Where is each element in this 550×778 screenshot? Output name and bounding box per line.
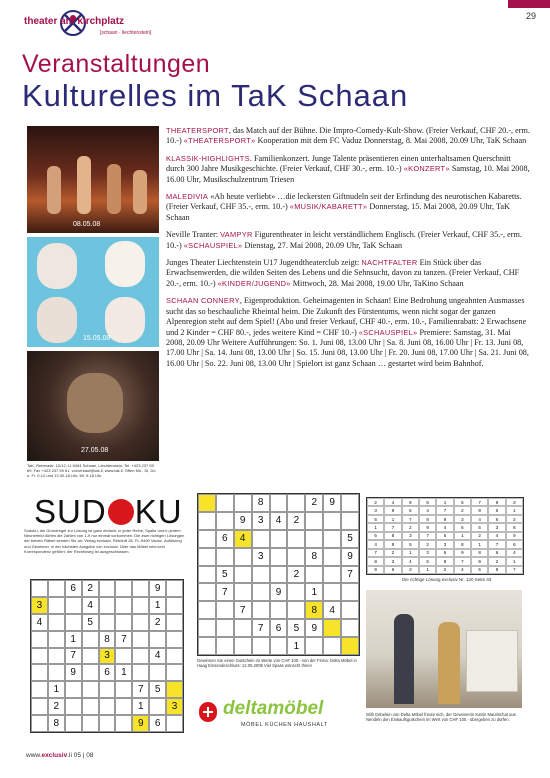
solution-cell: 9: [436, 515, 453, 523]
sudoku2-cell: 4: [323, 601, 341, 619]
sudoku1-cell: 7: [65, 648, 82, 665]
delta-brand: deltamöbel: [223, 698, 324, 719]
sudoku2-cell: [198, 619, 216, 637]
solution-cell: 7: [436, 506, 453, 514]
sudoku1-cell: [166, 648, 183, 665]
sudoku1-cell: [166, 597, 183, 614]
sudoku2-cell: [323, 548, 341, 566]
sudoku2-cell: [198, 548, 216, 566]
solution-cell: 8: [506, 523, 523, 531]
solution-cell: 7: [454, 557, 471, 565]
sudoku1-cell: 6: [99, 664, 116, 681]
sudoku1-cell: [82, 681, 99, 698]
sudoku2-cell: 5: [287, 619, 305, 637]
sudoku1-cell: [132, 614, 149, 631]
solution-cell: 9: [506, 532, 523, 540]
solution-cell: 2: [367, 498, 384, 506]
sudoku1-cell: [31, 631, 48, 648]
sudoku2-cell: [270, 494, 288, 512]
solution-cell: 1: [367, 523, 384, 531]
sudoku1-cell: [82, 698, 99, 715]
solution-cell: 9: [454, 549, 471, 557]
sudoku2-cell: [234, 637, 252, 655]
sudoku2-cell: [252, 637, 270, 655]
sudoku2-cell: [341, 494, 359, 512]
solution-cell: 9: [367, 566, 384, 574]
solution-cell: 8: [471, 549, 488, 557]
solution-cell: 4: [471, 515, 488, 523]
sudoku2-cell: 7: [341, 566, 359, 584]
solution-cell: 7: [367, 549, 384, 557]
sudoku1-cell: [166, 664, 183, 681]
solution-cell: 7: [419, 532, 436, 540]
sudoku2-cell: 2: [305, 494, 323, 512]
sudoku1-cell: [166, 614, 183, 631]
sudoku2-cell: [216, 601, 234, 619]
sudoku1-cell: 3: [99, 648, 116, 665]
solution-cell: 9: [471, 557, 488, 565]
sudoku2-cell: [252, 530, 270, 548]
sudoku1-cell: [149, 631, 166, 648]
sudoku2-cell: 7: [216, 583, 234, 601]
sudoku1-cell: 1: [115, 664, 132, 681]
solution-cell: 7: [488, 540, 505, 548]
theatersport-photo: [27, 126, 159, 233]
sudoku1-cell: [48, 597, 65, 614]
sudoku2-cell: [287, 494, 305, 512]
solution-cell: 5: [471, 523, 488, 531]
event-klassik: KLASSIK-HIGHLIGHTS. Familienkonzert. Junge Talente präsentieren einen unterhaltsamen Querschnitt durch 300 Jahre Musikgeschichte. (Freier Verkauf, CHF 30.-, erm. 10.-) «KONZERT» Samstag, 10. Mai 2008, 16.00 Uhr, Musikschulzentrum Triesen: [166, 153, 530, 184]
sudoku2-cell: [270, 548, 288, 566]
solution-cell: 3: [402, 532, 419, 540]
solution-cell: 5: [436, 532, 453, 540]
event-theatersport: THEATERSPORT, das Match auf der Bühne. Die Impro-Comedy-Kult-Show. (Freier Verkauf, CHF 20.-, erm. 10.-) «THEATERSPORT» Kooperation mit dem FC Vaduz Donnerstag, 8. Mai 2008, 20.09 Uhr, TaK Schaan: [166, 126, 530, 146]
solution-cell: 2: [488, 557, 505, 565]
sudoku2-cell: [252, 566, 270, 584]
sudoku2-cell: 7: [252, 619, 270, 637]
solution-cell: 3: [506, 498, 523, 506]
solution-cell: 2: [454, 506, 471, 514]
sudoku2-cell: [270, 637, 288, 655]
photo2-date: 15.05.08: [83, 335, 111, 342]
sudoku1-cell: [166, 631, 183, 648]
sudoku2-cell: [198, 583, 216, 601]
photo1-date: 08.05.08: [73, 221, 101, 228]
solution-cell: 8: [384, 532, 401, 540]
sudoku2-cell: [234, 566, 252, 584]
sudoku1-cell: [99, 614, 116, 631]
solution-cell: 1: [402, 549, 419, 557]
sudoku2-cell: [323, 583, 341, 601]
logo-sub: [schaan · liechtenstein]: [100, 30, 152, 36]
solution-cell: 3: [419, 549, 436, 557]
sudoku2-cell: 9: [323, 494, 341, 512]
event-schaan-connery: SCHAAN CONNERY, Eigenproduktion. Geheimagenten in Schaan! Eine Bedrohung ungeahnten Ausmasses sucht das so beschauliche Rheintal heim. Die Zukunft des Fürstentums, wenn nicht sogar der ganzen Alpenregion steht auf dem Spiel! (Abo und freier Verkauf, CHF 40.-, erm. 10.-, Familienrabatt: 2 Erwachsene und 2 Kinder = CHF 80.-, jedes weitere Kind = CHF 10.-) «SCHAUSPIEL» Premiere: Samstag, 31. Mai 2008, 20.09 Uhr Weitere Aufführungen: So. 1. Juni 08, 13.00 Uhr | Sa. 8. Juni 08, 16.00 Uhr | Fr. 13. Juni 08, 17.00 Uhr | Sa. 14. Juni 08, 13.00 Uhr | So. 15. Juni 08, 13.00 Uhr | Fr. 20. Juni 08, 17.00 Uhr | Sa. 21. Juni 08, 16.00 Uhr | So. 22. Juni 08, 13.00 Uhr | Spielort ist ganz Schaan … gestartet wird beim Bahnhof.: [166, 296, 529, 368]
delta-tagline: MÖBEL KÜCHEN HAUSHALT: [241, 722, 328, 728]
event-maledivia: MALEDIVIA «Ab heute verliebt» …die leckersten Giftnudeln seit der Erfindung des neurotischen Kabaretts. (Freier Verkauf, CHF 35.-, erm. 10.-) «MUSIK/KABARETT» Donnerstag, 15. Mai 2008, 20.09 Uhr, TaK Schaan: [166, 192, 522, 222]
sudoku2-cell: [234, 548, 252, 566]
sudoku1-cell: [31, 698, 48, 715]
solution-cell: 1: [384, 515, 401, 523]
solution-cell: 7: [506, 566, 523, 574]
solution-cell: 5: [419, 557, 436, 565]
sudoku1-cell: 6: [149, 715, 166, 732]
sudoku1-cell: [82, 648, 99, 665]
solution-cell: 2: [471, 532, 488, 540]
event-nachtfalter: Junges Theater Liechtenstein U17 Jugendtheaterclub zeigt: NACHTFALTER Ein Stück über das Erwachsenwerden, die wilden Seiten des Lebens und die Sehnsucht, davon zu tanzen. (Freier Verkauf, CHF 20.-, erm. 10.-) «KINDER/JUGEND» Mittwoch, 28. Mai 2008, 19.00 Uhr, TaKino Schaan: [166, 258, 520, 288]
sudoku2-cell: 1: [305, 583, 323, 601]
sudoku2-cell: [323, 566, 341, 584]
sudoku1-cell: 5: [149, 681, 166, 698]
sudoku1-cell: 3: [166, 698, 183, 715]
solution-cell: 3: [367, 506, 384, 514]
solution-cell: 2: [384, 549, 401, 557]
theater-logo: [24, 8, 164, 42]
sudoku2-cell: [323, 530, 341, 548]
sudoku1-cell: [31, 681, 48, 698]
solution-cell: 7: [384, 523, 401, 531]
solution-cell: 8: [367, 557, 384, 565]
sudoku1-cell: [132, 580, 149, 597]
sudoku2-cell: [287, 601, 305, 619]
sudoku1-cell: 1: [132, 698, 149, 715]
sudoku2-cell: [305, 566, 323, 584]
sudoku-red-dot: [108, 499, 134, 525]
sudoku1-cell: [65, 614, 82, 631]
sudoku2-cell: [341, 583, 359, 601]
sudoku2-cell: 8: [305, 548, 323, 566]
delta-moebel-logo: [197, 698, 357, 732]
photo3-date: 27.05.08: [81, 447, 109, 454]
sudoku2-cell: 4: [270, 512, 288, 530]
sudoku1-cell: 6: [65, 580, 82, 597]
sudoku1-cell: [115, 614, 132, 631]
event-vampyr: Neville Tranter: VAMPYR Figurentheater in leicht verständlichem Englisch. (Freier Verkauf, CHF 35.-, erm. 10.-) «SCHAUSPIEL» Dienstag, 27. Mai 2008, 20.09 Uhr, TaK Schaan: [166, 230, 522, 250]
solution-cell: 7: [402, 515, 419, 523]
solution-cell: 8: [488, 566, 505, 574]
sudoku1-cell: 4: [31, 614, 48, 631]
solution-caption: Die richtige Lösung exclusiv Nr. 120 Seite 33: [402, 577, 492, 582]
sudoku1-cell: [132, 631, 149, 648]
sudoku2-cell: [305, 637, 323, 655]
sudoku2-cell: [341, 619, 359, 637]
sudoku1-cell: [132, 597, 149, 614]
sudoku2-cell: 8: [252, 494, 270, 512]
sudoku1-cell: [31, 715, 48, 732]
solution-cell: 1: [454, 532, 471, 540]
sudoku1-cell: [115, 597, 132, 614]
solution-cell: 4: [488, 532, 505, 540]
sudoku1-cell: [31, 580, 48, 597]
sudoku2-cell: [323, 512, 341, 530]
event-list: [166, 126, 531, 376]
sudoku1-cell: 9: [65, 664, 82, 681]
sudoku1-cell: 9: [149, 580, 166, 597]
logo-name: theater am kirchplatz: [24, 16, 125, 27]
solution-cell: 4: [419, 506, 436, 514]
solution-cell: 9: [488, 498, 505, 506]
solution-cell: 5: [454, 498, 471, 506]
sudoku1-cell: 3: [31, 597, 48, 614]
solution-cell: 5: [367, 515, 384, 523]
sudoku1-cell: [132, 648, 149, 665]
solution-cell: 2: [419, 540, 436, 548]
sudoku2-cell: 3: [252, 548, 270, 566]
sudoku2-cell: [234, 494, 252, 512]
sudoku1-cell: 1: [149, 597, 166, 614]
sudoku1-cell: [166, 715, 183, 732]
page-number: 29: [525, 11, 536, 21]
sudoku-grid-1: [30, 579, 184, 733]
sudoku1-cell: [65, 698, 82, 715]
sudoku1-cell: 2: [48, 698, 65, 715]
sudoku2-cell: [216, 637, 234, 655]
sudoku1-cell: 2: [82, 580, 99, 597]
solution-cell: 8: [454, 540, 471, 548]
sudoku1-cell: [115, 648, 132, 665]
sudoku2-cell: [216, 548, 234, 566]
solution-cell: 1: [506, 557, 523, 565]
solution-cell: 3: [436, 540, 453, 548]
solution-cell: 6: [436, 549, 453, 557]
solution-cell: 8: [402, 498, 419, 506]
solution-cell: 4: [454, 566, 471, 574]
sudoku2-cell: [270, 530, 288, 548]
sudoku1-cell: [48, 631, 65, 648]
sudoku2-cell: 6: [270, 619, 288, 637]
solution-cell: 3: [402, 566, 419, 574]
sudoku1-cell: [65, 597, 82, 614]
sudoku2-cell: [341, 637, 359, 655]
sudoku2-cell: 5: [216, 566, 234, 584]
sudoku1-cell: 7: [115, 631, 132, 648]
solution-cell: 1: [506, 506, 523, 514]
sudoku1-cell: [65, 715, 82, 732]
sudoku1-cell: [115, 715, 132, 732]
sudoku2-cell: [252, 601, 270, 619]
sudoku2-cell: [287, 548, 305, 566]
solution-cell: 9: [384, 506, 401, 514]
solution-cell: 5: [471, 566, 488, 574]
sudoku2-cell: [323, 637, 341, 655]
sudoku1-cell: [115, 580, 132, 597]
solution-cell: 6: [402, 506, 419, 514]
sudoku2-cell: [323, 619, 341, 637]
sudoku2-cell: [198, 601, 216, 619]
solution-cell: 6: [488, 549, 505, 557]
sudoku1-cell: [99, 597, 116, 614]
sudoku1-cell: [48, 648, 65, 665]
sudoku2-cell: [234, 619, 252, 637]
sudoku2-cell: 2: [287, 566, 305, 584]
winner-photo: [366, 590, 522, 708]
solution-cell: 1: [471, 540, 488, 548]
sudoku2-cell: [341, 512, 359, 530]
sudoku1-cell: [31, 664, 48, 681]
sudoku1-cell: [82, 631, 99, 648]
solution-cell: 9: [419, 523, 436, 531]
sudoku2-cell: [198, 530, 216, 548]
winner-caption: Willi Gebelein von Delta Möbel freute sich, der Gewinnerin Katrin Maurischat aus Nendeln den Einkaufsgutschein im Wert von CHF 100.- übergeben zu dürfen.: [366, 712, 516, 723]
tak-address: TaK, Reberastr. 10/12, LI-9494 Schaan, Liechtenstein, Tel. +423 237 59 69, Fax +423 237 59 61, vorverkauf@tak.li, www.tak.li. Öffen Mo., Di, Do u. Fr. 9-12 und 13.30-18 Uhr, Mi. 9-18 Uhr: [27, 463, 156, 478]
solution-cell: 6: [488, 515, 505, 523]
sudoku1-cell: 7: [132, 681, 149, 698]
sudoku2-cell: [198, 637, 216, 655]
sudoku2-cell: 8: [305, 601, 323, 619]
sudoku1-cell: 5: [82, 614, 99, 631]
sudoku1-cell: 1: [48, 681, 65, 698]
footer: www.exclusiv.li 05 | 08: [26, 752, 94, 759]
section-title: Veranstaltungen: [22, 50, 211, 78]
sudoku1-cell: 8: [48, 715, 65, 732]
solution-cell: 8: [471, 506, 488, 514]
sudoku1-cell: 2: [149, 614, 166, 631]
sudoku2-cell: [198, 512, 216, 530]
sudoku1-cell: [99, 715, 116, 732]
sudoku1-cell: [48, 580, 65, 597]
sudoku1-cell: [48, 664, 65, 681]
solution-cell: 6: [384, 566, 401, 574]
solution-cell: 4: [367, 540, 384, 548]
sudoku1-cell: [31, 648, 48, 665]
sudoku2-cell: [216, 494, 234, 512]
sudoku1-cell: [99, 580, 116, 597]
sudoku1-cell: [166, 580, 183, 597]
sudoku1-cell: [82, 715, 99, 732]
solution-cell: 6: [506, 540, 523, 548]
solution-cell: 9: [384, 540, 401, 548]
solution-cell: 6: [367, 532, 384, 540]
sudoku2-cell: 9: [234, 512, 252, 530]
sudoku2-cell: [198, 566, 216, 584]
sudoku1-cell: [149, 698, 166, 715]
sudoku2-cell: [305, 530, 323, 548]
solution-cell: 3: [454, 515, 471, 523]
solution-cell: 8: [419, 515, 436, 523]
sudoku-title: SUD KU: [34, 493, 183, 530]
vampyr-photo: [27, 351, 159, 461]
solution-cell: 6: [454, 523, 471, 531]
solution-cell: 4: [506, 549, 523, 557]
sudoku-grid-2: [197, 493, 360, 656]
sudoku1-cell: 9: [132, 715, 149, 732]
sudoku2-cell: [341, 601, 359, 619]
sudoku2-cell: 2: [287, 512, 305, 530]
sudoku2-cell: [270, 601, 288, 619]
sudoku2-cell: [305, 512, 323, 530]
sudoku1-cell: 4: [149, 648, 166, 665]
sudoku1-cell: [65, 681, 82, 698]
sudoku1-cell: [115, 698, 132, 715]
sudoku1-cell: [115, 681, 132, 698]
page-color-bar: [508, 0, 550, 8]
sudoku1-cell: [149, 664, 166, 681]
solution-cell: 1: [419, 566, 436, 574]
sudoku2-cell: 9: [305, 619, 323, 637]
solution-cell: 4: [402, 557, 419, 565]
sudoku2-cell: 5: [341, 530, 359, 548]
sudoku2-cell: [287, 530, 305, 548]
sudoku2-cell: 1: [287, 637, 305, 655]
sudoku2-cell: 9: [270, 583, 288, 601]
sudoku2-cell: [252, 583, 270, 601]
sudoku1-cell: 4: [82, 597, 99, 614]
sudoku2-cell: [216, 619, 234, 637]
sudoku1-cell: [82, 664, 99, 681]
sudoku1-cell: 8: [99, 631, 116, 648]
sudoku1-cell: 1: [65, 631, 82, 648]
delta-apple-icon: [199, 702, 217, 722]
sudoku2-cell: 7: [234, 601, 252, 619]
solution-cell: 6: [419, 498, 436, 506]
solution-cell: 1: [436, 498, 453, 506]
solution-cell: 4: [436, 523, 453, 531]
solution-cell: 8: [436, 557, 453, 565]
solution-cell: 4: [384, 498, 401, 506]
sudoku1-cell: [99, 698, 116, 715]
maledivia-photo: [27, 237, 159, 347]
sudoku-description: Sudoku, die Grundregel zur Lösung ist ganz einfach: in jeder Reihe, Spalte und in jedem Neunerfeld dürfen die Zahlen von 1-9 nur einmal vorkommen. Die zwei richtigen Lösungen der beiden Rätsel senden Sie an: Verlag exclusiv, Rebördt 28, FL-9490 Vaduz. Auflösung und Gewinner, in der nächsten Ausgabe von exclusiv. Über das Möbel wird kein Korrespondenz geführt; der Rechtsweg ist ausgeschlossen.: [24, 528, 185, 554]
solution-cell: 7: [471, 498, 488, 506]
sudoku2-cell: 9: [341, 548, 359, 566]
solution-cell: 2: [506, 515, 523, 523]
sudoku1-cell: [48, 614, 65, 631]
page-title: Kulturelles im TaK Schaan: [22, 78, 409, 113]
sudoku2-cell: 3: [252, 512, 270, 530]
sudoku2-cell: 6: [216, 530, 234, 548]
solution-cell: 5: [402, 540, 419, 548]
solution-cell: 3: [488, 523, 505, 531]
sudoku2-cell: [287, 583, 305, 601]
sudoku2-cell: 4: [234, 530, 252, 548]
sudoku1-cell: [132, 664, 149, 681]
sudoku1-cell: [166, 681, 183, 698]
sudoku2-cell: [216, 512, 234, 530]
sudoku2-cell: [198, 494, 216, 512]
sudoku2-cell: [234, 583, 252, 601]
solution-cell: 3: [384, 557, 401, 565]
solution-grid: [366, 497, 524, 575]
sudoku2-cell: [270, 566, 288, 584]
sudoku1-cell: [99, 681, 116, 698]
prize-text: Gewinnen Sie einen Gutschein im Werte von CHF 100.- von der Firma: Delta Möbel in Haag Einsendeschluss: 12.05.2008 Viel Spass wünscht Ihnen: [197, 658, 357, 669]
solution-cell: 2: [436, 566, 453, 574]
solution-cell: 2: [402, 523, 419, 531]
solution-cell: 5: [488, 506, 505, 514]
